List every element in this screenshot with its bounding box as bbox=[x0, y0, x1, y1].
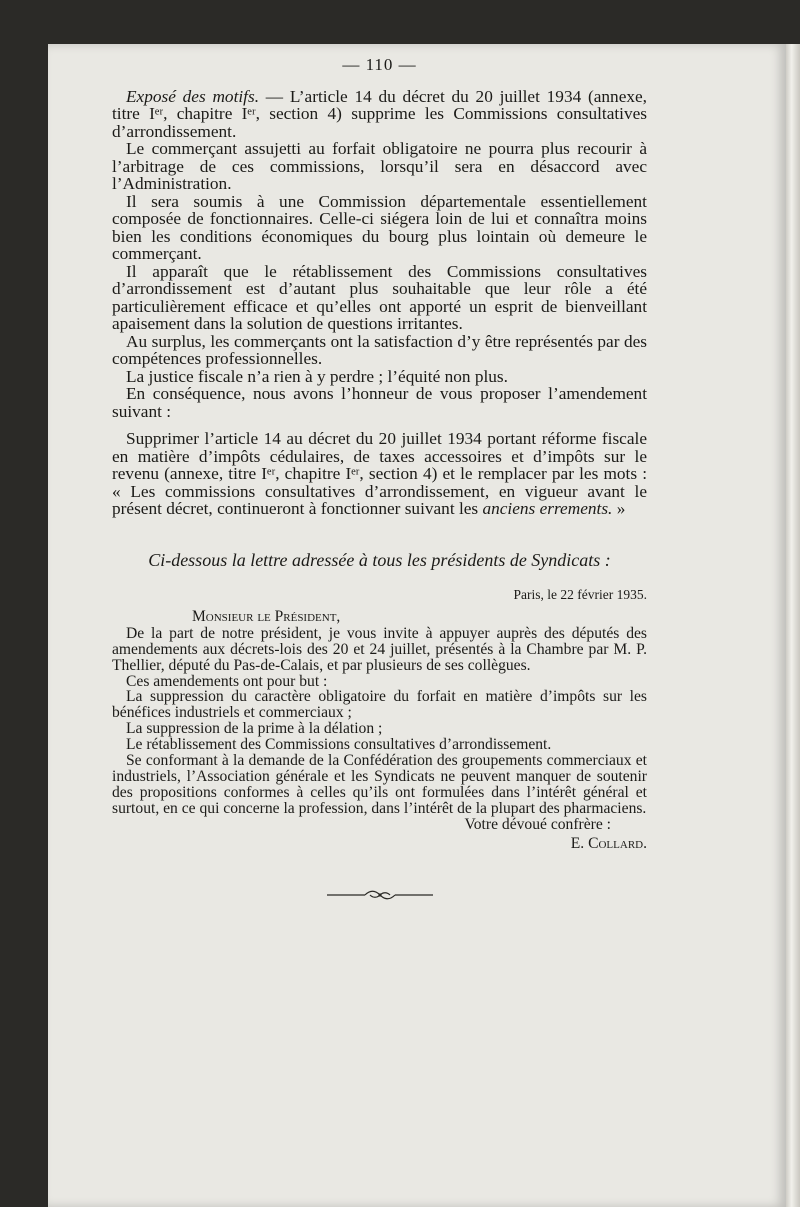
letter bbox=[112, 587, 647, 852]
document-body bbox=[112, 56, 647, 902]
page-edge bbox=[786, 44, 800, 1207]
expose-paragraph-4: Il apparaît que le rétablissement des Commissions consultatives d’arrondissement est d’autant plus souhaitable que leur rôle a été particulièrement efficace et qu’elles ont apporté un esprit de bienveillant apaisement dans la solution de questions irritantes. bbox=[112, 261, 647, 333]
letter-salutation: Monsieur le Président, bbox=[192, 607, 341, 625]
ornament-divider-icon bbox=[325, 888, 435, 902]
letter-date: Paris, le 22 février 1935. bbox=[513, 587, 647, 602]
letter-signature: E. Collard. bbox=[570, 834, 647, 852]
amendment-italic-end: anciens errements. bbox=[482, 499, 613, 518]
expose-p1-text: — L’article 14 du décret du 20 juillet 1934 (annexe, titre Iᵉʳ, chapitre Iᵉʳ, section 4) supprime les Commissions consultatives d’arrondissement. bbox=[112, 86, 647, 141]
letter-closing: Votre dévoué confrère : bbox=[464, 815, 611, 833]
expose-paragraph-5: Au surplus, les commerçants ont la satisfaction d’y être représentés par des compétences professionnelles. bbox=[112, 331, 647, 368]
letter-paragraph-5: Le rétablissement des Commissions consultatives d’arrondissement. bbox=[126, 736, 552, 754]
letter-paragraph-4: La suppression de la prime à la délation ; bbox=[126, 720, 383, 738]
amendment-body: Supprimer l’article 14 au décret du 20 juillet 1934 portant réforme fiscale en matière d’impôts cédulaires, de taxes accessoires et d’impôts sur le revenu (annexe, titre Iᵉʳ, chapitre Iᵉʳ, section 4) et le remplacer par les mots : « Les commissions consultatives d’arrondissement, en vigueur avant le présent décret, continueront à fonctionner suivant les bbox=[112, 429, 647, 518]
page-number: — 110 — bbox=[342, 55, 417, 74]
expose-paragraph-7: En conséquence, nous avons l’honneur de vous proposer l’amendement suivant : bbox=[112, 384, 647, 421]
letter-paragraph-2: Ces amendements ont pour but : bbox=[126, 672, 328, 690]
expose-paragraph-1 bbox=[112, 88, 647, 141]
letter-paragraph-3: La suppression du caractère obligatoire du forfait en matière d’impôts sur les bénéfices industriels et commerciaux ; bbox=[112, 688, 647, 722]
letter-heading: Ci-dessous la lettre adressée à tous les présidents de Syndicats : bbox=[148, 549, 611, 570]
amendment-text bbox=[112, 430, 647, 518]
expose-paragraph-2: Le commerçant assujetti au forfait obligatoire ne pourra plus recourir à l’arbitrage de ces commissions, lorsqu’il sera en désaccord avec l’Administration. bbox=[112, 139, 647, 193]
expose-paragraph-3: Il sera soumis à une Commission départementale essentiellement composée de fonctionnaires. Celle-ci siégera loin de lui et connaîtra moins bien les conditions économiques du bourg plus lointain où demeure le commerçant. bbox=[112, 191, 647, 263]
expose-paragraph-6: La justice fiscale n’a rien à y perdre ; l’équité non plus. bbox=[126, 366, 508, 386]
amendment-close: » bbox=[612, 499, 626, 518]
letter-paragraph-6: Se conformant à la demande de la Confédération des groupements commerciaux et industriels, l’Association générale et les Syndicats ne peuvent manquer de soutenir des propositions conformes à celles qu’ils ont formulées dans l’intérêt général et surtout, en ce qui concerne la profession, dans l’intérêt de la plupart des pharmaciens. bbox=[112, 752, 647, 817]
expose-label: Exposé des motifs. bbox=[126, 86, 260, 106]
letter-paragraph-1: De la part de notre président, je vous invite à appuyer auprès des députés des amendements aux décrets-lois des 20 et 24 juillet, présentés à la Chambre par M. P. Thellier, député du Pas-de-Calais, et par plusieurs de ses collègues. bbox=[112, 624, 647, 674]
